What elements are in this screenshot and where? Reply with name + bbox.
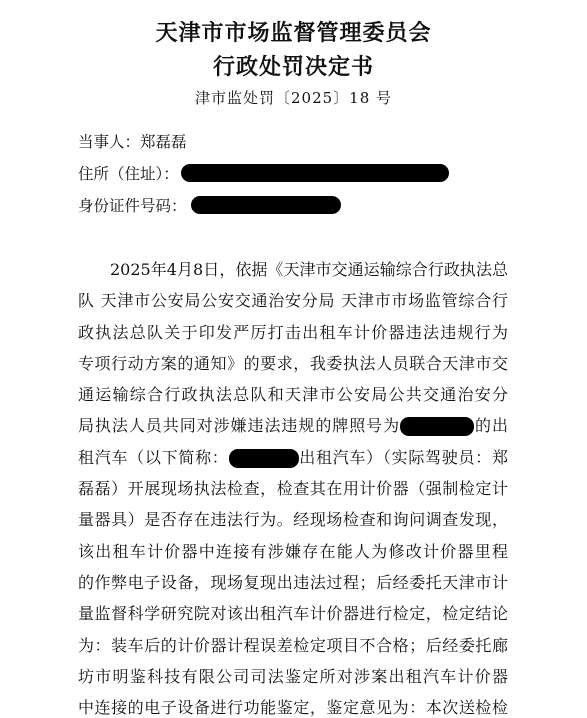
redacted-address xyxy=(181,164,449,182)
body-line: 为：装车后的计价器计程误差检定项目不合格；后经委托廊 xyxy=(78,635,508,655)
party-name xyxy=(78,130,187,152)
party-address xyxy=(78,162,449,184)
body-line: 量监督科学研究院对该出租汽车计价器进行检定，检定结论 xyxy=(78,604,508,624)
body-line-with-plate xyxy=(78,410,508,441)
body-line: 量器具）是否存在违法行为。经现场检查和询问调查发现， xyxy=(78,510,508,530)
body-line: 中连接的电子设备进行功能鉴定，鉴定意见为：本次送检检 xyxy=(78,698,508,718)
document-number: 津市监处罚〔2025〕18 号 xyxy=(194,89,393,107)
party-address-label: 住所（住址）： xyxy=(78,165,179,183)
body-line: 的作弊电子设备，现场复现出违法过程；后经委托天津市计 xyxy=(78,572,508,592)
issuing-authority-title: 天津市市场监督管理委员会 xyxy=(155,20,432,46)
body-line: 坊市明鉴科技有限公司司法鉴定所对涉案出租汽车计价器 xyxy=(78,666,508,686)
body-line: 通运输综合行政执法总队和天津市公安局公共交通治安分 xyxy=(78,385,508,405)
party-name-label: 当事人：郑磊磊 xyxy=(78,133,187,151)
body-line-text: 出租汽车）（实际驾驶员：郑 xyxy=(298,447,508,467)
body-line: 2025年4月8日，依据《天津市交通运输综合行政执法总 xyxy=(110,260,508,279)
body-line-with-abbreviation xyxy=(78,442,508,473)
decision-body xyxy=(78,254,508,718)
body-line-text: 的出 xyxy=(474,416,508,436)
body-line: 队 天津市公安局公安交通治安分局 天津市市场监管综合行 xyxy=(78,291,508,311)
body-line: 专项行动方案的通知》的要求，我委执法人员联合天津市交 xyxy=(78,353,508,373)
document-type-title: 行政处罚决定书 xyxy=(212,54,374,80)
body-line-text: 局执法人员共同对涉嫌违法违规的牌照号为 xyxy=(78,416,401,436)
body-line: 政执法总队关于印发严厉打击出租车计价器违法违规行为 xyxy=(78,322,508,342)
redacted-plate-number xyxy=(400,417,474,436)
redacted-id-number xyxy=(191,196,341,214)
body-line: 磊磊）开展现场执法检查，检查其在用计价器（强制检定计 xyxy=(78,479,508,499)
body-line-text: 租汽车（以下简称： xyxy=(78,447,229,467)
body-line: 该出租车计价器中连接有涉嫌存在能人为修改计价器里程 xyxy=(78,541,508,561)
party-id-label: 身份证件号码： xyxy=(78,197,187,215)
party-id-number xyxy=(78,194,341,216)
redacted-vehicle-abbreviation xyxy=(229,449,299,468)
